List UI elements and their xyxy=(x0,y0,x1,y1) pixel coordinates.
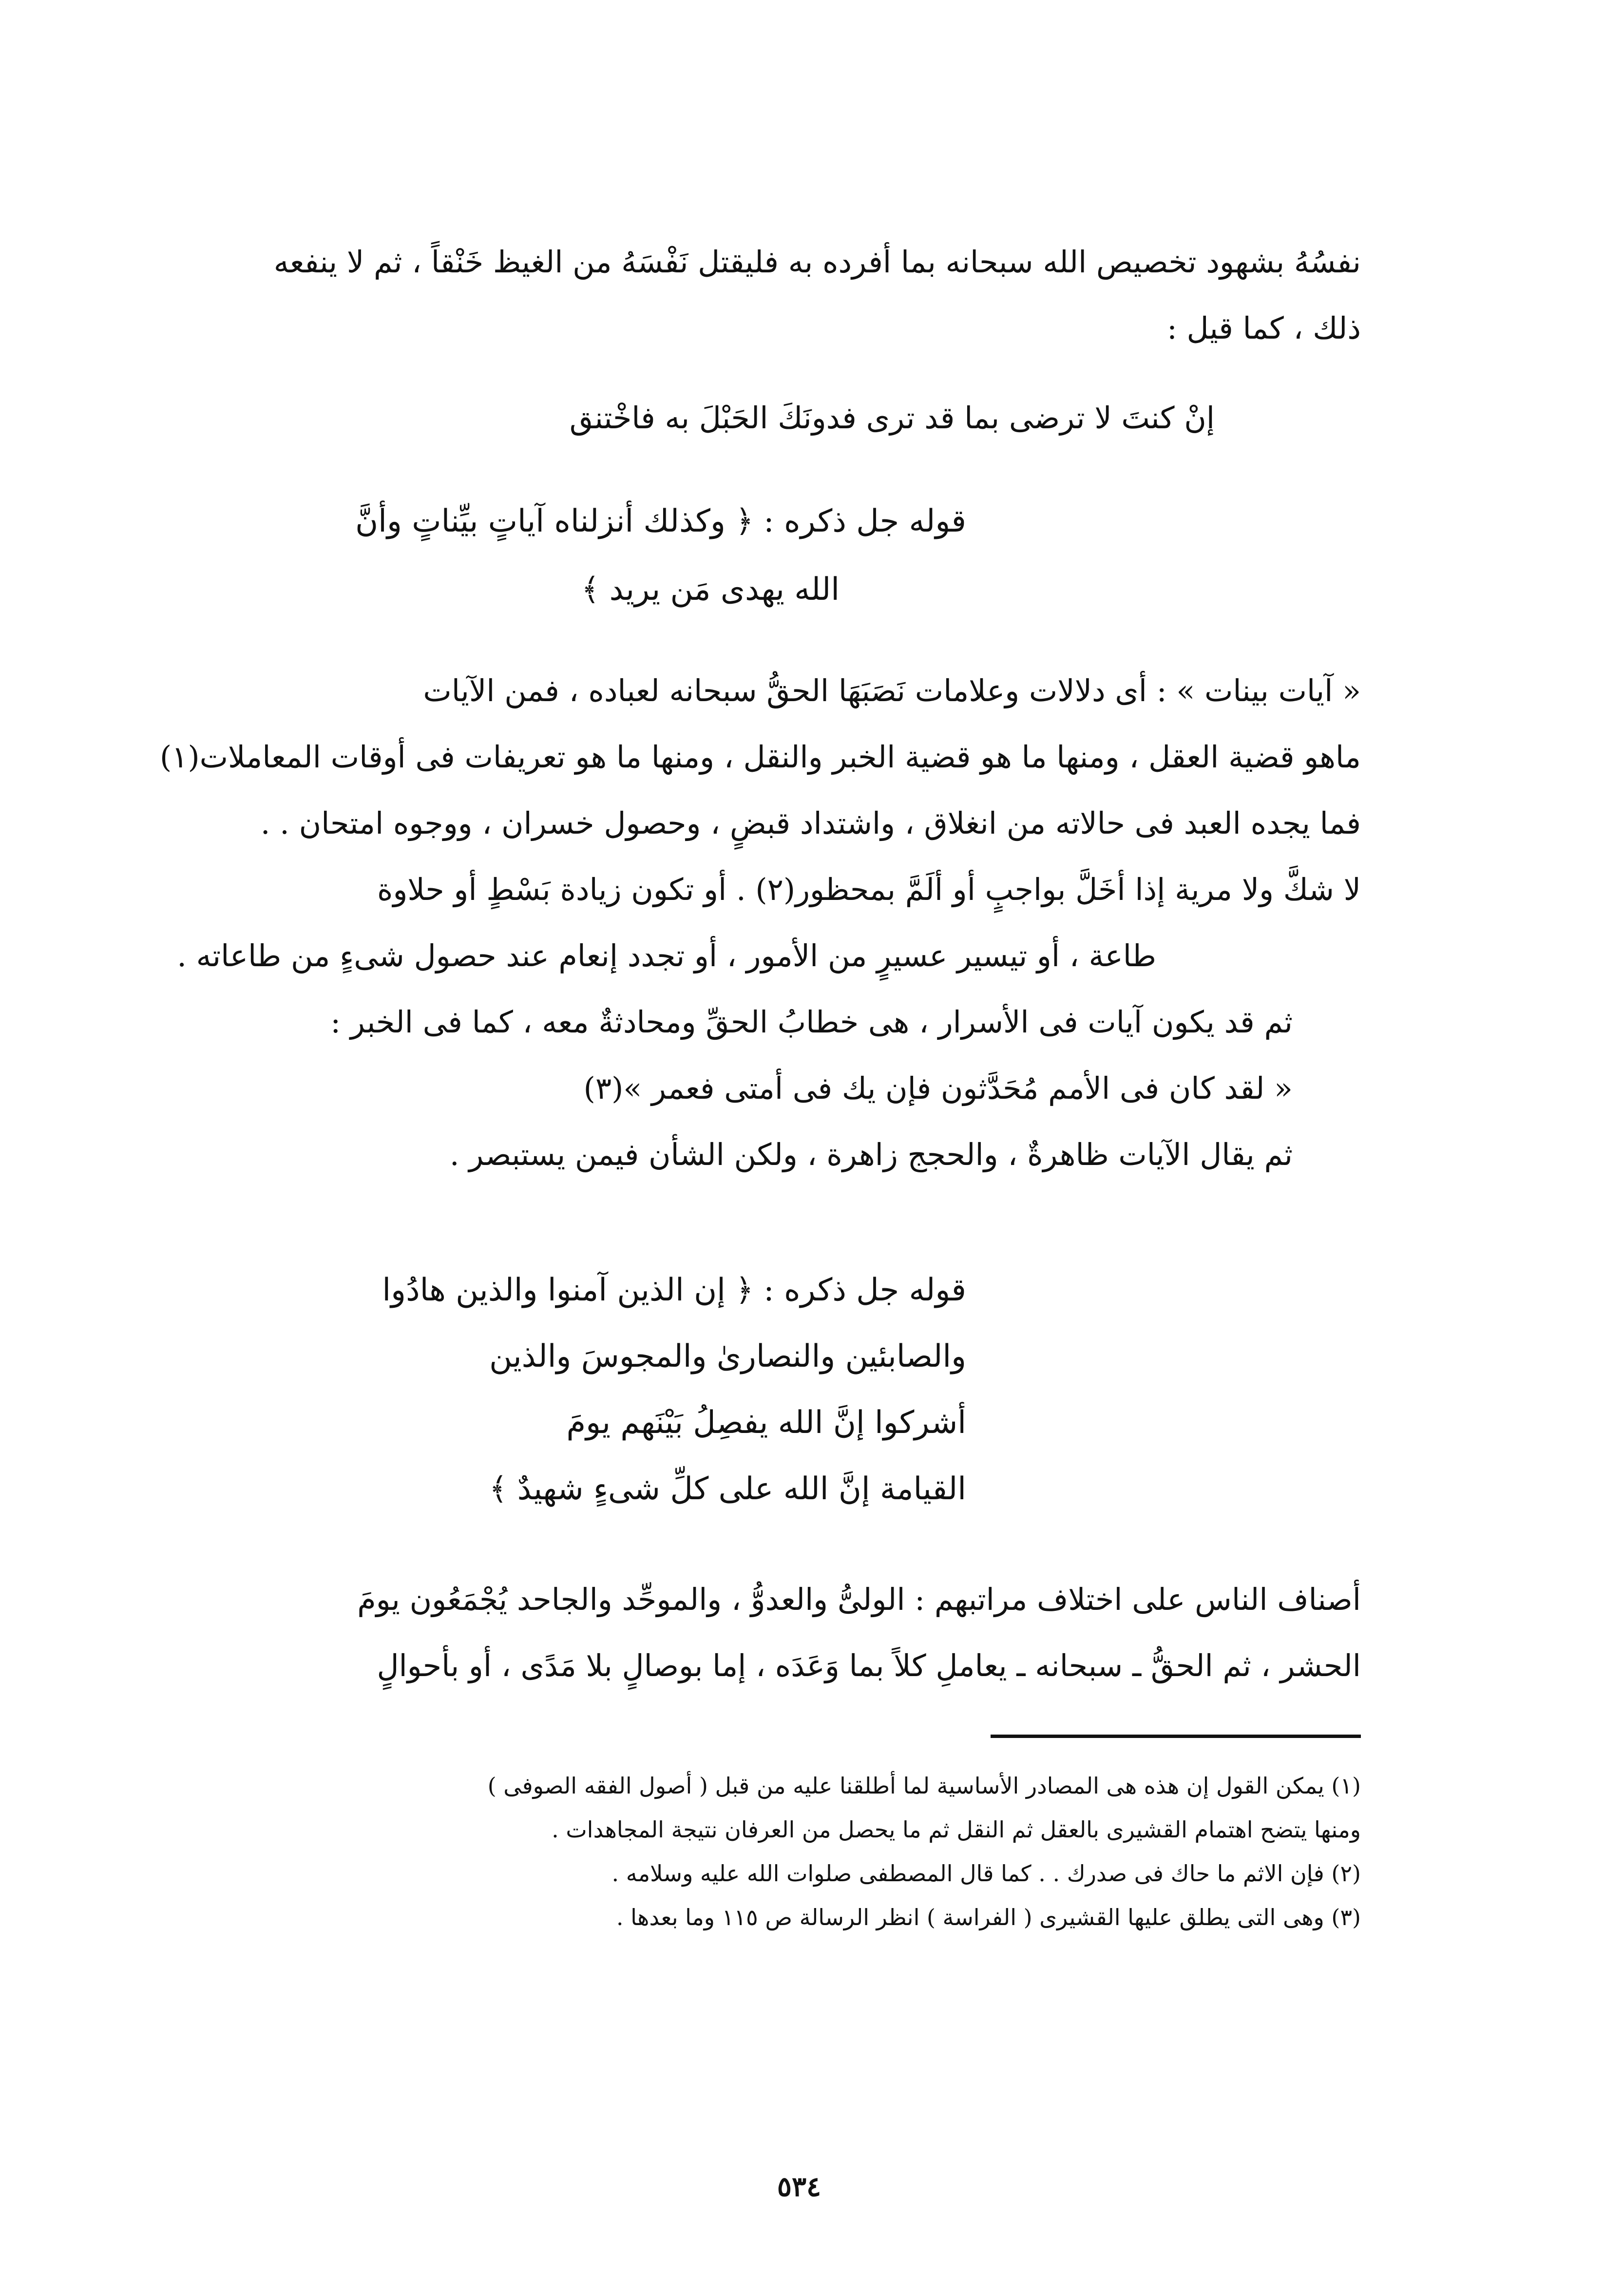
footnote-line: (٢) فإن الاثم ما حاك فى صدرك . . كما قال المصطفى صلوات الله عليه وسلامه . xyxy=(611,1860,1361,1887)
verse-line: إنْ كنتَ لا ترضى بما قد ترى فدونَكَ الحَبْلَ به فاخْتنق xyxy=(569,400,1215,436)
text-line: لا شكَّ ولا مرية إذا أخَلَّ بواجبٍ أو ألَمَّ بمحظور(٢) . أو تكون زيادة بَسْطٍ أو حلاوة xyxy=(377,872,1361,907)
commentary-paragraph-1 xyxy=(159,658,1361,1188)
text-line: الحشر ، ثم الحقُّ ـ سبحانه ـ يعاملِ كلاً بما وَعَدَه ، إما بوصالٍ بلا مَدًى ، أو بأحوالٍ xyxy=(377,1648,1361,1683)
quran-line: الله يهدى مَن يريد ﴾ xyxy=(581,572,840,608)
footnote-divider xyxy=(991,1735,1361,1738)
text-line: طاعة ، أو تيسير عسيرٍ من الأمور ، أو تجدد إنعام عند حصول شىءٍ من طاعاته . xyxy=(177,938,1156,974)
quran-line: أشركوا إنَّ الله يفصِلُ بَيْنَهم يومَ xyxy=(566,1405,966,1441)
text-line: ماهو قضية العقل ، ومنها ما هو قضية الخبر والنقل ، ومنها ما هو تعريفات فى أوقات المعاملات(١) xyxy=(159,739,1361,775)
footnote-line: ومنها يتضح اهتمام القشيرى بالعقل ثم النقل ثم ما يحصل من العرفان نتيجة المجاهدات . xyxy=(552,1816,1361,1843)
hadith-line: « لقد كان فى الأمم مُحَدَّثون فإن يك فى أمتى فعمر »(٣) xyxy=(583,1070,1293,1106)
opening-paragraph xyxy=(260,229,1361,362)
text-line: ذلك ، كما قيل : xyxy=(1166,310,1361,346)
text-line: ثم قد يكون آيات فى الأسرار ، هى خطابُ الحقِّ ومحادثةٌ معه ، كما فى الخبر : xyxy=(330,1004,1293,1040)
text-line: نفسُهُ بشهود تخصيص الله سبحانه بما أفرده به فليقتل نَفْسَهُ من الغيظ خَنْقاً ، ثم لا ينفعه xyxy=(273,244,1361,280)
commentary-paragraph-2 xyxy=(260,1566,1361,1699)
footnotes xyxy=(260,1764,1361,1939)
quran-line: القيامة إنَّ الله على كلِّ شىءٍ شهيدٌ ﴾ xyxy=(489,1471,966,1507)
quran-line: قوله جل ذكره : ﴿ وكذلك أنزلناه آياتٍ بيِّناتٍ وأنَّ xyxy=(355,503,966,539)
text-line: فما يجده العبد فى حالاته من انغلاق ، واشتداد قبضٍ ، وحصول خسران ، ووجوه امتحان . . xyxy=(260,805,1361,841)
text-line: أصناف الناس على اختلاف مراتبهم : الولىُّ والعدوُّ ، والموحِّد والجاحد يُجْمَعُون يومَ xyxy=(357,1582,1361,1617)
quran-verse-heading-2 xyxy=(260,1257,966,1522)
poetry-verse xyxy=(260,385,1361,451)
footnote-line: (١) يمكن القول إن هذه هى المصادر الأساسية لما أطلقنا عليه من قبل ( أصول الفقه الصوفى ) xyxy=(487,1773,1361,1799)
page-number: ٥٣٤ xyxy=(777,2171,822,2203)
quran-line: قوله جل ذكره : ﴿ إن الذين آمنوا والذين هادُوا xyxy=(382,1272,966,1308)
text-line: « آيات بينات » : أى دلالات وعلامات نَصَبَهَا الحقُّ سبحانه لعباده ، فمن الآيات xyxy=(423,673,1361,708)
text-line: ثم يقال الآيات ظاهرةٌ ، والحجج زاهرة ، ولكن الشأن فيمن يستبصر . xyxy=(449,1137,1293,1172)
quran-line: والصابئين والنصارىٰ والمجوسَ والذين xyxy=(489,1338,966,1375)
quran-verse-heading-1 xyxy=(260,487,966,624)
footnote-line: (٣) وهى التى يطلق عليها القشيرى ( الفراسة ) انظر الرسالة ص ١١٥ وما بعدها . xyxy=(616,1904,1361,1930)
